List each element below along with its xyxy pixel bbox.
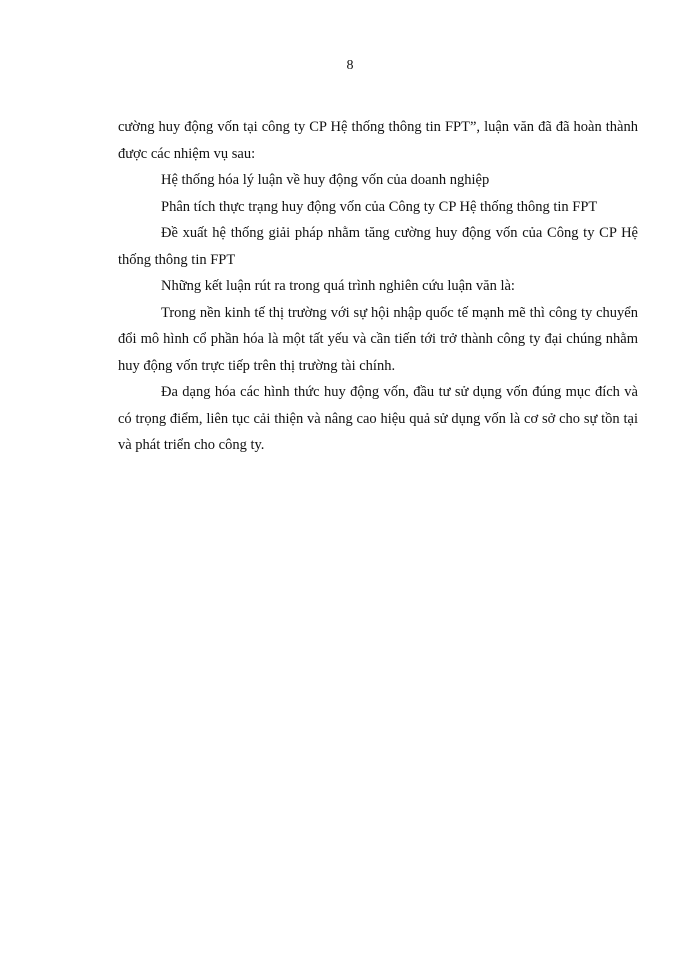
paragraph-continuation: cường huy động vốn tại công ty CP Hệ thống thông tin FPT”, luận văn đã đã hoàn thành được các nhiệm vụ sau: (118, 119, 638, 162)
paragraph-task-2: Phân tích thực trạng huy động vốn của Công ty CP Hệ thống thông tin FPT (161, 198, 598, 215)
paragraph-task-1: Hệ thống hóa lý luận về huy động vốn của doanh nghiệp (161, 172, 490, 188)
paragraph-conclusion-2: Đa dạng hóa các hình thức huy động vốn, đầu tư sử dụng vốn đúng mục đích và có trọng điểm, liên tục cải thiện và nâng cao hiệu quả sử dụng vốn là cơ sở cho sự tồn tại và phát triển cho công ty. (118, 384, 638, 453)
paragraph-task-3: Đề xuất hệ thống giải pháp nhằm tăng cường huy động vốn của Công ty CP Hệ thống thông tin FPT (118, 225, 638, 268)
paragraph-conclusion-1: Trong nền kinh tế thị trường với sự hội nhập quốc tế mạnh mẽ thì công ty chuyển đổi mô hình cổ phần hóa là một tất yếu và cần tiến tới trở thành công ty đại chúng nhằm huy động vốn trực tiếp trên thị trường tài chính. (118, 304, 638, 374)
paragraph-conclusions-intro: Những kết luận rút ra trong quá trình nghiên cứu luận văn là: (161, 278, 515, 294)
document-body (118, 114, 638, 459)
page-number: 8 (346, 58, 354, 73)
